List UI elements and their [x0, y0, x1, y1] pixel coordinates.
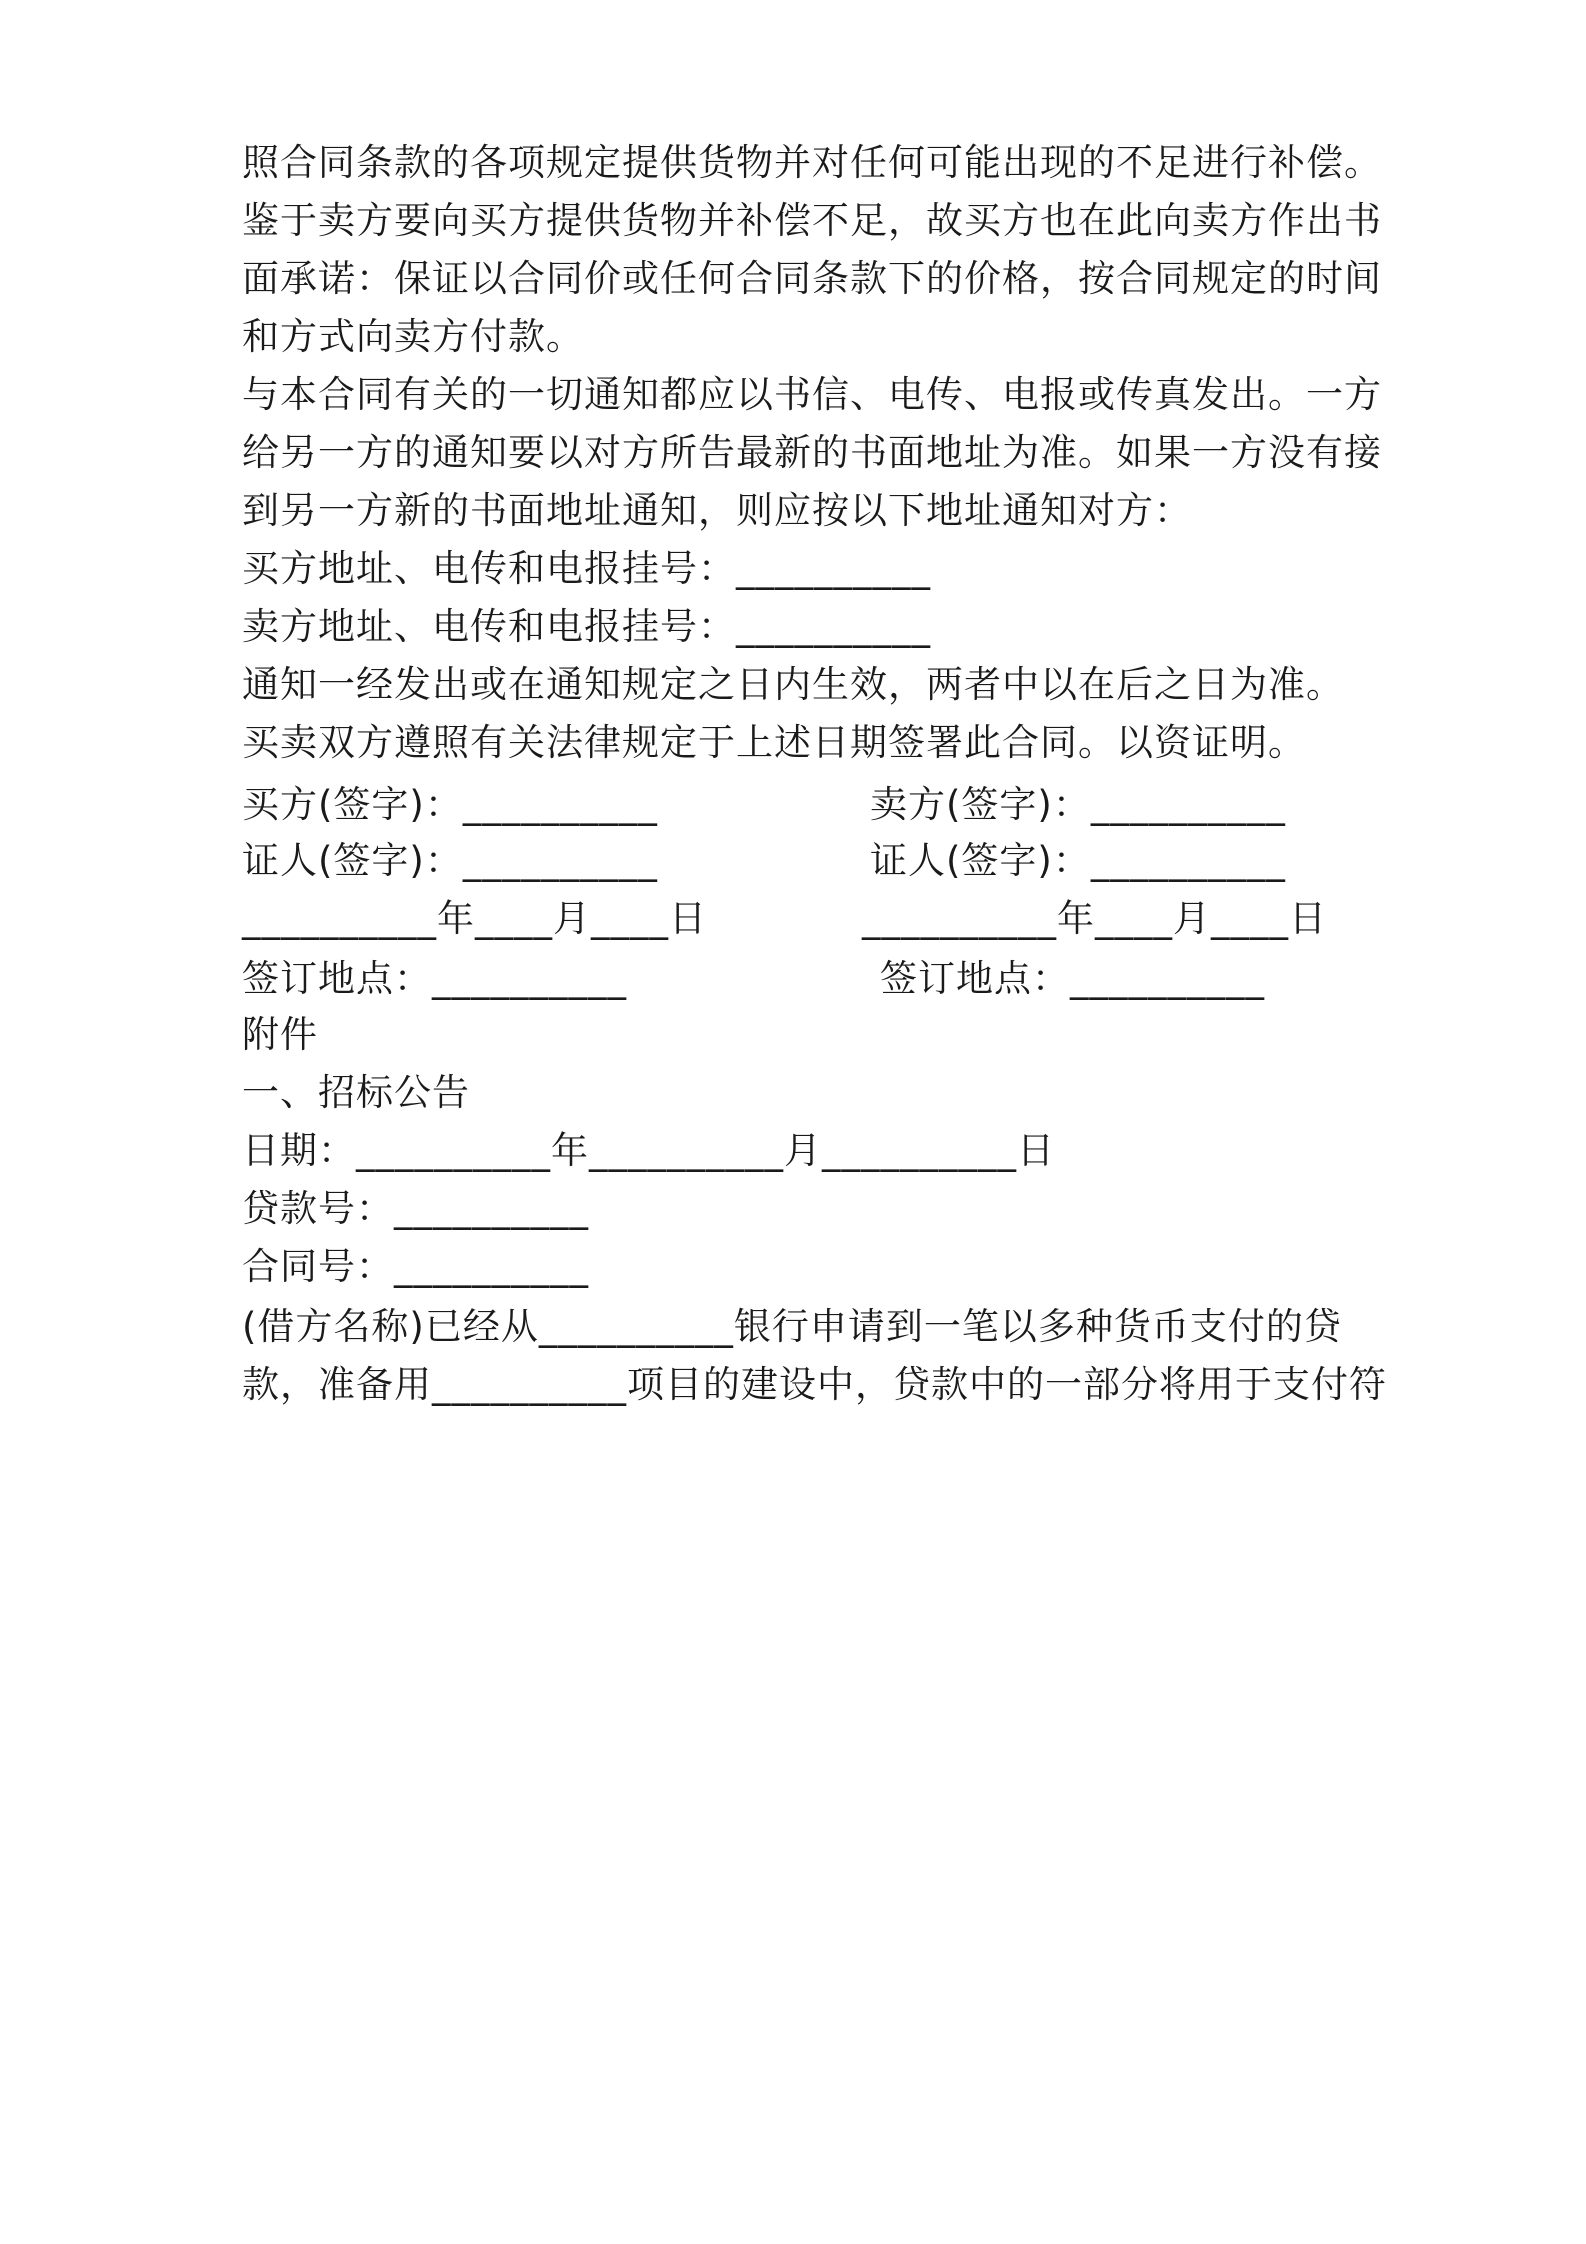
date-left-field: __________年____月____日 [242, 897, 707, 940]
paragraph-line: 给另一方的通知要以对方所告最新的书面地址为准。如果一方没有接 [242, 431, 1382, 474]
annex-section-heading: 一、招标公告 [242, 1071, 470, 1114]
loan-number-field: 贷款号：__________ [242, 1187, 589, 1230]
paragraph-line: 款，准备用__________项目的建设中，贷款中的一部分将用于支付符 [242, 1363, 1387, 1406]
place-right-field: 签订地点：__________ [880, 957, 1265, 1000]
paragraph-line: 面承诺：保证以合同价或任何合同条款下的价格，按合同规定的时间 [242, 257, 1382, 300]
paragraph-line: 与本合同有关的一切通知都应以书信、电传、电报或传真发出。一方 [242, 373, 1382, 416]
paragraph-line: 到另一方新的书面地址通知，则应按以下地址通知对方： [242, 489, 1192, 532]
seller-address-line: 卖方地址、电传和电报挂号：__________ [242, 605, 931, 648]
paragraph-line: 鉴于卖方要向买方提供货物并补偿不足，故买方也在此向卖方作出书 [242, 199, 1382, 242]
paragraph-line: 照合同条款的各项规定提供货物并对任何可能出现的不足进行补偿。 [242, 141, 1382, 184]
contract-number-field: 合同号：__________ [242, 1245, 589, 1288]
witness-clause: 买卖双方遵照有关法律规定于上述日期签署此合同。以资证明。 [242, 721, 1306, 764]
annex-date-field: 日期：__________年__________月__________日 [242, 1129, 1055, 1172]
seller-signature-field: 卖方(签字)：__________ [870, 783, 1286, 826]
paragraph-line: (借方名称)已经从__________银行申请到一笔以多种货币支付的贷 [242, 1305, 1342, 1348]
buyer-address-line: 买方地址、电传和电报挂号：__________ [242, 547, 931, 590]
date-right-field: __________年____月____日 [862, 897, 1327, 940]
annex-title: 附件 [242, 1013, 318, 1056]
witness-left-signature-field: 证人(签字)：__________ [242, 839, 658, 882]
paragraph-line: 和方式向卖方付款。 [242, 315, 584, 358]
witness-right-signature-field: 证人(签字)：__________ [870, 839, 1286, 882]
place-left-field: 签订地点：__________ [242, 957, 627, 1000]
effective-clause: 通知一经发出或在通知规定之日内生效，两者中以在后之日为准。 [242, 663, 1344, 706]
buyer-signature-field: 买方(签字)：__________ [242, 783, 658, 826]
